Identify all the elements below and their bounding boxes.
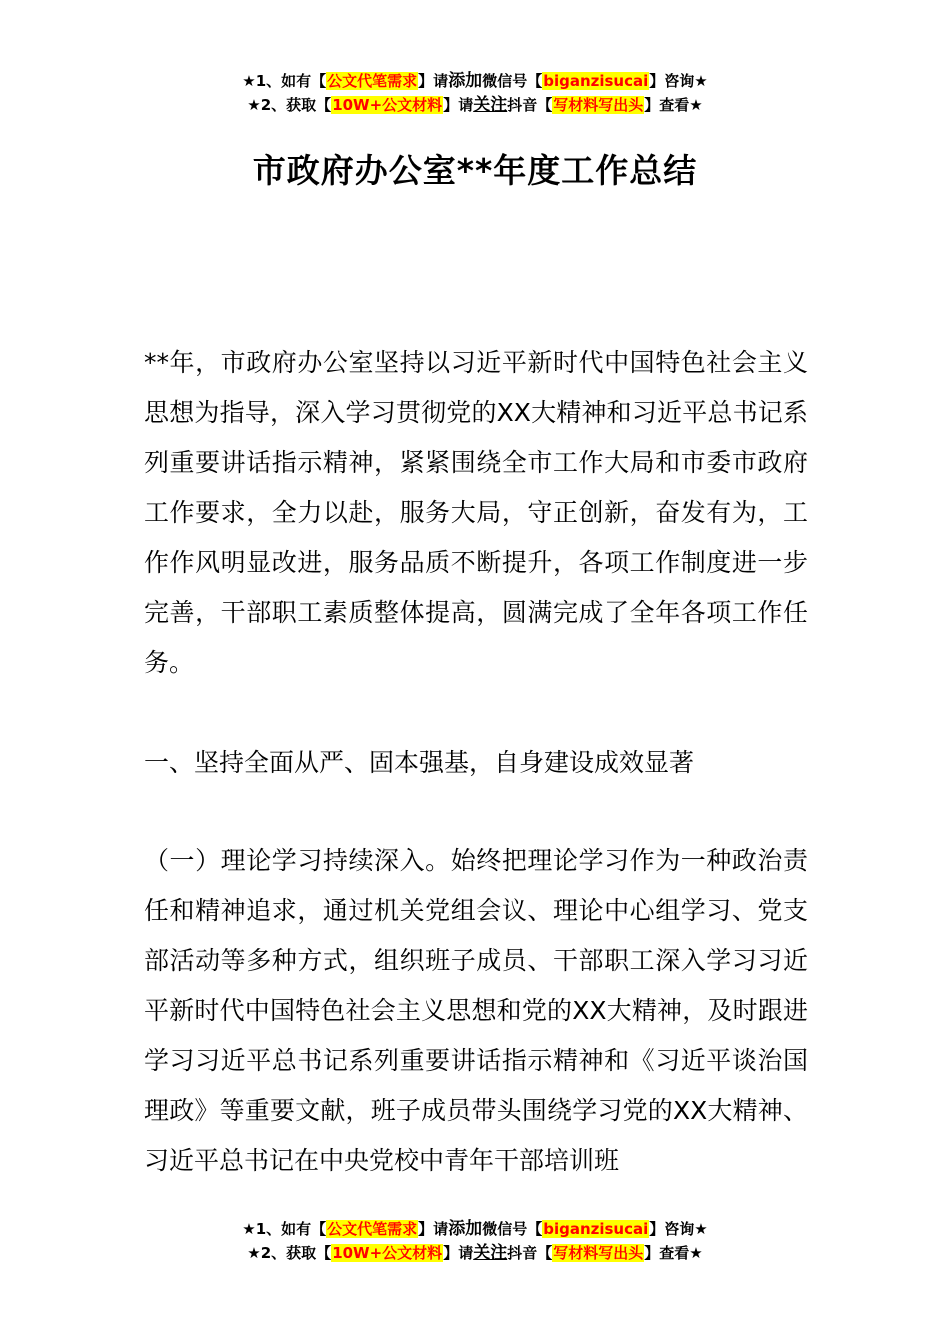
intro-paragraph: **年，市政府办公室坚持以习近平新时代中国特色社会主义思想为指导，深入学习贯彻党的XX大精神和习近平总书记系列重要讲话指示精神，紧紧围绕全市工作大局和市委市政府工作要求，全力以赴，服务大局，守正创新，奋发有为，工作作风明显改进，服务品质不断提升，各项工作制度进一步完善，干部职工素质整体提高，圆满完成了全年各项工作任务。 bbox=[144, 348, 808, 677]
promo-text: 】请 bbox=[418, 72, 449, 90]
section-heading: 一、坚持全面从严、固本强基，自身建设成效显著 bbox=[144, 748, 695, 777]
promo-highlight: 10W+公文材料 bbox=[332, 1244, 443, 1262]
promo-text: ★1、如有【 bbox=[242, 1220, 327, 1238]
promo-highlight: 10W+公文材料 bbox=[332, 96, 443, 114]
promo-text: 】请 bbox=[418, 1220, 449, 1238]
promo-emphasis: 关注 bbox=[473, 1243, 508, 1263]
subsection-paragraph: （一）理论学习持续深入。始终把理论学习作为一种政治责任和精神追求，通过机关党组会议、理论中心组学习、党支部活动等多种方式，组织班子成员、干部职工深入学习习近平新时代中国特色社会主义思想和党的XX大精神，及时跟进学习习近平总书记系列重要讲话指示精神和《习近平谈治国理政》等重要文献，班子成员带头围绕学习党的XX大精神、习近平总书记在中央党校中青年干部培训班 bbox=[144, 846, 808, 1175]
promo-line-2 bbox=[0, 1242, 950, 1266]
promo-highlight: 公文代笔需求 bbox=[327, 1220, 418, 1238]
promo-text: 】查看★ bbox=[644, 96, 703, 114]
promo-text: 】咨询★ bbox=[649, 1220, 708, 1238]
promo-text: 】请 bbox=[443, 96, 474, 114]
promo-line-1 bbox=[0, 1218, 950, 1242]
promo-banner-top bbox=[0, 70, 950, 118]
promo-text: ★2、获取【 bbox=[247, 96, 332, 114]
promo-highlight: biganzisucai bbox=[543, 1220, 649, 1238]
promo-emphasis: 添加 bbox=[448, 1219, 483, 1239]
promo-highlight: 公文代笔需求 bbox=[327, 72, 418, 90]
promo-text: ★1、如有【 bbox=[242, 72, 327, 90]
promo-line-2 bbox=[0, 94, 950, 118]
promo-highlight: biganzisucai bbox=[543, 72, 649, 90]
promo-text: 】咨询★ bbox=[649, 72, 708, 90]
promo-text: 抖音【 bbox=[507, 1244, 553, 1262]
promo-highlight: 写材料写出头 bbox=[553, 96, 644, 114]
promo-text: 微信号【 bbox=[482, 1220, 543, 1238]
promo-emphasis: 关注 bbox=[473, 95, 508, 115]
promo-highlight: 写材料写出头 bbox=[553, 1244, 644, 1262]
promo-text: 微信号【 bbox=[482, 72, 543, 90]
promo-line-1 bbox=[0, 70, 950, 94]
promo-text: 】查看★ bbox=[644, 1244, 703, 1262]
document-title: 市政府办公室**年度工作总结 bbox=[252, 151, 698, 190]
promo-text: 】请 bbox=[443, 1244, 474, 1262]
promo-text: 抖音【 bbox=[507, 96, 553, 114]
promo-banner-bottom bbox=[0, 1218, 950, 1266]
promo-text: ★2、获取【 bbox=[247, 1244, 332, 1262]
promo-emphasis: 添加 bbox=[448, 71, 483, 91]
